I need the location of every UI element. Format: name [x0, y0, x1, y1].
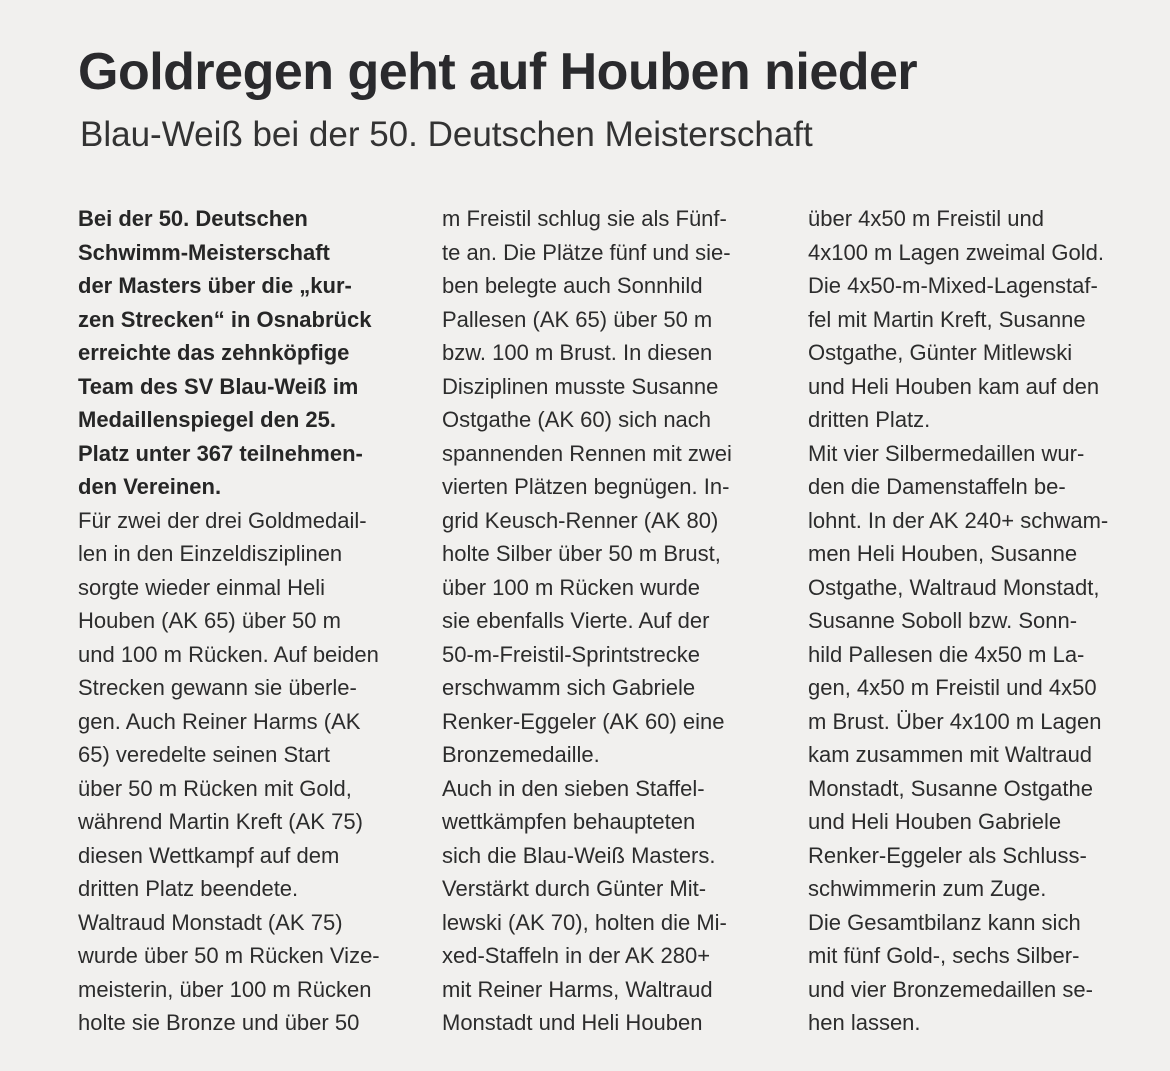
body-paragraph: [78, 504, 411, 906]
text-line: spannenden Rennen mit zwei: [442, 440, 732, 466]
text-line: den die Damenstaffeln be-: [808, 474, 1066, 499]
text-line: erreichte das zehnköpfige: [78, 340, 350, 365]
article-headline: Goldregen geht auf Houben nieder: [78, 43, 918, 101]
text-line: Monstadt und Heli Houben: [442, 1010, 703, 1035]
text-line: dritten Platz beendete.: [78, 876, 299, 901]
text-line: Team des SV Blau-Weiß im: [78, 373, 359, 399]
text-line: und Heli Houben Gabriele: [808, 809, 1062, 834]
text-line: 65) veredelte seinen Start: [78, 742, 330, 767]
article-subheadline: Blau-Weiß bei der 50. Deutschen Meisterschaft: [80, 115, 813, 154]
text-line: holte sie Bronze und über 50: [78, 1010, 360, 1035]
text-line: Die 4x50-m-Mixed-Lagenstaf-: [808, 273, 1098, 298]
text-line: Platz unter 367 teilnehmen-: [78, 440, 363, 466]
text-line: Medaillenspiegel den 25.: [78, 407, 336, 432]
text-line: sie ebenfalls Vierte. Auf der: [442, 608, 710, 633]
text-line: wurde über 50 m Rücken Vize-: [78, 943, 380, 968]
text-line: mit fünf Gold-, sechs Silber-: [808, 943, 1080, 968]
text-line: holte Silber über 50 m Brust,: [442, 541, 721, 566]
text-line: ben belegte auch Sonnhild: [442, 273, 703, 298]
text-line: Mit vier Silbermedaillen wur-: [808, 440, 1085, 466]
text-line: Auch in den sieben Staffel-: [442, 775, 705, 801]
text-line: sich die Blau-Weiß Masters.: [442, 842, 716, 868]
text-line: über 100 m Rücken wurde: [442, 574, 701, 600]
text-line: Ostgathe, Waltraud Monstadt,: [808, 574, 1100, 600]
article-column-2: [442, 202, 775, 1040]
text-line: Bei der 50. Deutschen: [78, 206, 308, 231]
text-line: Die Gesamtbilanz kann sich: [808, 909, 1081, 935]
text-line: und Heli Houben kam auf den: [808, 373, 1100, 399]
text-line: über 4x50 m Freistil und: [808, 206, 1044, 231]
text-line: dritten Platz.: [808, 407, 931, 432]
text-line: Houben (AK 65) über 50 m: [78, 608, 341, 633]
text-line: Ostgathe, Günter Mitlewski: [808, 340, 1073, 365]
text-line: mit Reiner Harms, Waltraud: [442, 976, 713, 1002]
text-line: 50-m-Freistil-Sprintstrecke: [442, 641, 700, 667]
text-line: über 50 m Rücken mit Gold,: [78, 775, 352, 801]
text-line: Disziplinen musste Susanne: [442, 373, 719, 399]
text-line: len in den Einzeldisziplinen: [78, 541, 343, 566]
article-column-1: [78, 202, 411, 1040]
lead-paragraph: [78, 202, 411, 504]
text-line: bzw. 100 m Brust. In diesen: [442, 340, 713, 365]
text-line: m Brust. Über 4x100 m Lagen: [808, 708, 1102, 734]
article-column-3: [808, 202, 1141, 1040]
text-line: gen, 4x50 m Freistil und 4x50: [808, 675, 1097, 700]
text-line: Bronzemedaille.: [442, 742, 600, 767]
text-line: diesen Wettkampf auf dem: [78, 842, 340, 868]
text-line: gen. Auch Reiner Harms (AK: [78, 708, 361, 734]
text-line: Susanne Soboll bzw. Sonn-: [808, 608, 1078, 633]
text-line: hen lassen.: [808, 1010, 921, 1035]
text-line: Renker-Eggeler (AK 60) eine: [442, 708, 725, 734]
text-line: Pallesen (AK 65) über 50 m: [442, 306, 713, 332]
text-line: men Heli Houben, Susanne: [808, 541, 1078, 566]
text-line: te an. Die Plätze fünf und sie-: [442, 239, 731, 265]
text-line: kam zusammen mit Waltraud: [808, 742, 1093, 767]
text-line: sorgte wieder einmal Heli: [78, 574, 325, 600]
text-line: erschwamm sich Gabriele: [442, 675, 696, 700]
text-line: vierten Plätzen begnügen. In-: [442, 474, 730, 499]
text-line: Strecken gewann sie überle-: [78, 675, 357, 700]
text-line: und 100 m Rücken. Auf beiden: [78, 641, 379, 667]
text-line: Renker-Eggeler als Schluss-: [808, 842, 1087, 868]
text-line: m Freistil schlug sie als Fünf-: [442, 206, 727, 231]
body-paragraph: [808, 437, 1141, 906]
text-line: Monstadt, Susanne Ostgathe: [808, 775, 1093, 801]
text-line: Für zwei der drei Goldmedail-: [78, 507, 367, 533]
text-line: Ostgathe (AK 60) sich nach: [442, 407, 712, 432]
text-line: und vier Bronzemedaillen se-: [808, 976, 1093, 1002]
text-line: xed-Staffeln in der AK 280+: [442, 943, 711, 968]
text-line: zen Strecken“ in Osnabrück: [78, 306, 372, 332]
page-bottom-fade: [0, 1041, 1170, 1071]
body-paragraph: [78, 906, 411, 1040]
text-line: hild Pallesen die 4x50 m La-: [808, 641, 1085, 667]
text-line: lohnt. In der AK 240+ schwam-: [808, 507, 1109, 533]
text-line: während Martin Kreft (AK 75): [78, 809, 363, 834]
body-paragraph: [808, 906, 1141, 1040]
body-paragraph: [808, 202, 1141, 437]
text-line: Schwimm-Meisterschaft: [78, 239, 330, 265]
text-line: der Masters über die „kur-: [78, 273, 352, 298]
text-line: schwimmerin zum Zuge.: [808, 876, 1047, 901]
body-paragraph: [442, 202, 775, 772]
text-line: 4x100 m Lagen zweimal Gold.: [808, 239, 1104, 265]
text-line: wettkämpfen behaupteten: [442, 809, 696, 834]
text-line: grid Keusch-Renner (AK 80): [442, 507, 719, 533]
text-line: lewski (AK 70), holten die Mi-: [442, 909, 727, 935]
text-line: Verstärkt durch Günter Mit-: [442, 876, 707, 901]
text-line: Waltraud Monstadt (AK 75): [78, 909, 343, 935]
text-line: den Vereinen.: [78, 474, 222, 499]
text-line: fel mit Martin Kreft, Susanne: [808, 306, 1086, 332]
text-line: meisterin, über 100 m Rücken: [78, 976, 372, 1002]
body-paragraph: [442, 772, 775, 1040]
